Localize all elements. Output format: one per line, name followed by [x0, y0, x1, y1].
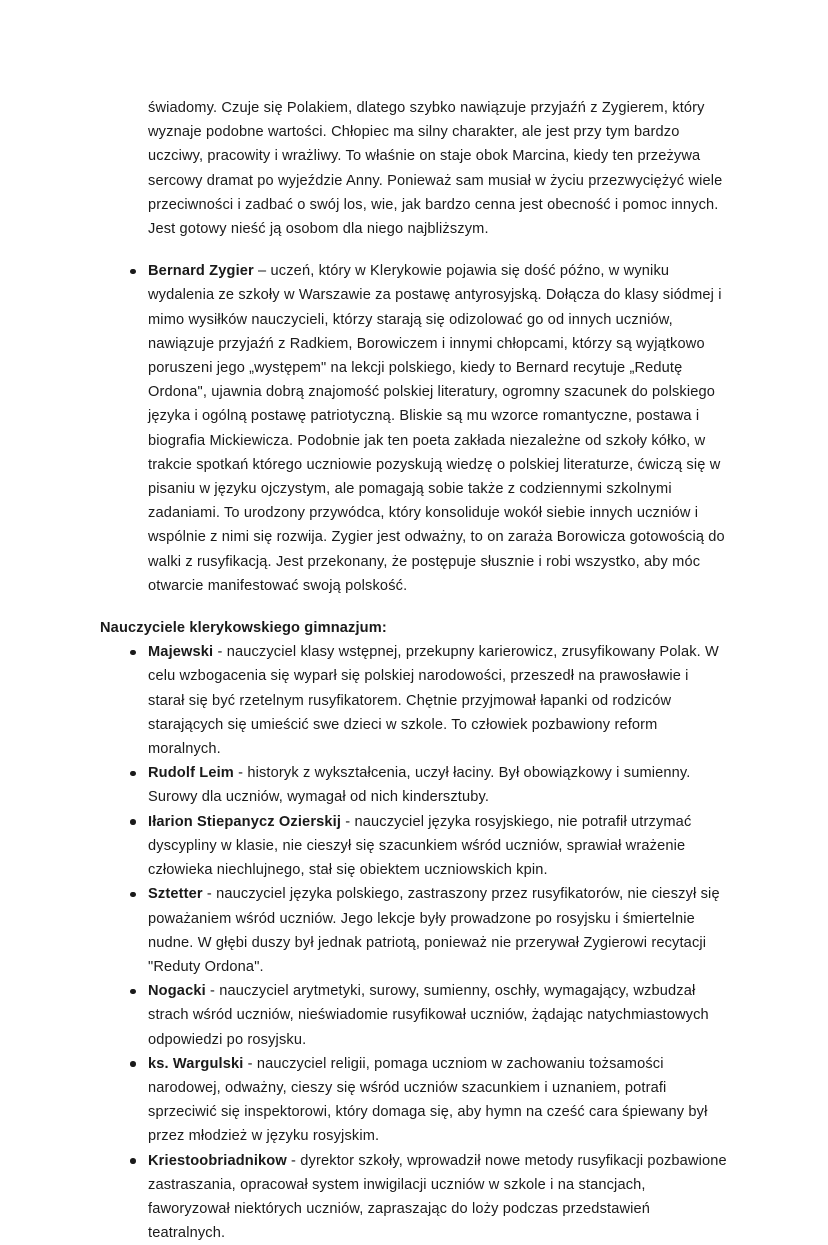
- students-list: [100, 259, 728, 598]
- teacher-description: nauczyciel religii, pomaga uczniom w zachowaniu tożsamości narodowej, odważny, cieszy się wśród uczniów szacunkiem i uznaniem, potrafi sprzeciwić się inspektorowi, który domaga się, aby hymn na cześć cara śpiewany był przez młodzież w języku rosyjskim.: [148, 1055, 708, 1145]
- teacher-description: nauczyciel języka polskiego, zastraszony przez rusyfikatorów, nie cieszył się poważaniem wśród uczniów. Jego lekcje były prowadzone po rosyjsku i śmiertelnie nudne. W głębi duszy był jednak patriotą, ponieważ nie przerywał Zygierowi recytacji "Reduty Ordona".: [148, 886, 720, 975]
- name-separator: –: [253, 263, 271, 280]
- teacher-description: nauczyciel języka rosyjskiego, nie potrafił utrzymać dyscypliny w klasie, nie cieszył się szacunkiem wśród uczniów, sprawiał wrażenie człowieka niechlujnego, stał się obiektem uczniowskich kpin.: [148, 813, 692, 879]
- list-item: [100, 259, 728, 598]
- teacher-description: dyrektor szkoły, wprowadził nowe metody rusyfikacji pozbawione zastraszania, opracował system inwigilacji uczniów w szkole i na stancjach, faworyzował niektórych uczniów, zapraszając do loży podczas przedstawień teatralnych.: [148, 1152, 727, 1242]
- name-separator: -: [286, 1152, 301, 1169]
- name-separator: -: [341, 813, 355, 830]
- teachers-section-heading: Nauczyciele klerykowskiego gimnazjum:: [100, 620, 387, 637]
- list-item: [100, 761, 728, 809]
- teacher-name: Majewski: [148, 644, 214, 661]
- name-separator: -: [233, 765, 248, 782]
- bullet-dot-icon: [130, 269, 136, 275]
- bullet-dot-icon: [130, 771, 136, 777]
- document-content: [100, 96, 728, 1245]
- bullet-dot-icon: [130, 892, 136, 898]
- name-separator: -: [243, 1055, 257, 1072]
- teacher-description: historyk z wykształcenia, uczył łaciny. Był obowiązkowy i sumienny. Surowy dla uczniów, wymagał od nich kindersztuby.: [148, 765, 691, 806]
- name-separator: -: [205, 983, 220, 1000]
- bullet-dot-icon: [130, 989, 136, 995]
- bullet-dot-icon: [130, 819, 136, 825]
- name-separator: -: [202, 886, 217, 903]
- teacher-name: Rudolf Leim: [148, 765, 234, 782]
- bullet-dot-icon: [130, 1158, 136, 1164]
- teacher-description: nauczyciel arytmetyki, surowy, sumienny, oschły, wymagający, wzbudzał strach wśród uczniów, nieświadomie rusyfikował uczniów, żądając natychmiastowych odpowiedzi po rosyjsku.: [148, 983, 709, 1048]
- teacher-name: Iłarion Stiepanycz Ozierskij: [148, 813, 342, 830]
- bullet-dot-icon: [130, 650, 136, 656]
- teacher-name: Sztetter: [148, 886, 203, 903]
- character-description: uczeń, który w Klerykowie pojawia się dość późno, w wyniku wydalenia ze szkoły w Warszawie za postawę antyrosyjską. Dołącza do klasy siódmej i mimo wysiłków nauczycieli, którzy starają się odizolować go od innych uczniów, nawiązuje przyjaźń z Radkiem, Borowiczem i innymi chłopcami, którzy są wyjątkowo poruszeni jego „występem" na lekcji polskiego, kiedy to Bernard recytuje „Redutę Ordona", ujawnia dobrą znajomość polskiej literatury, ogromny szacunek do polskiego języka i ogólną postawę patriotyczną. Bliskie są mu wzorce romantyczne, postawa i biografia Mickiewicza. Podobnie jak ten poeta zakłada niezależne od szkoły kółko, w trakcie spotkań którego uczniowie pozyskują wiedzę o polskiej literaturze, ćwiczą się w pisaniu w języku ojczystym, ale pomagają sobie także z codziennymi szkolnymi zadaniami. To urodzony przywódca, który konsoliduje wokół siebie innych uczniów i wspólnie z nimi się rozwija. Zygier jest odważny, to on zaraża Borowicza gotowością do walki z rusyfikacją. Jest przekonany, że postępuje słusznie i robi wszystko, aby móc otwarcie manifestować swoją polskość.: [148, 263, 725, 594]
- list-item: [100, 810, 728, 883]
- character-name: Bernard Zygier: [148, 263, 254, 280]
- teachers-list: [100, 640, 728, 1245]
- teacher-name: Kriestoobriadnikow: [148, 1152, 287, 1169]
- teacher-description: nauczyciel klasy wstępnej, przekupny karierowicz, zrusyfikowany Polak. W celu wzbogacenia się wyparł się polskiej narodowości, przeszedł na prawosławie i starał się być rzetelnym rusyfikatorem. Chętnie przyjmował łapanki od rodziców starających się umieścić swe dzieci w szkole. To człowiek pozbawiony reform moralnych.: [148, 644, 719, 758]
- list-item: [100, 1052, 728, 1149]
- list-item: [100, 1149, 728, 1245]
- teacher-name: ks. Wargulski: [148, 1055, 244, 1072]
- list-item: [100, 979, 728, 1052]
- list-item: [100, 640, 728, 761]
- list-item: [100, 882, 728, 979]
- bullet-dot-icon: [130, 1061, 136, 1067]
- name-separator: -: [213, 644, 227, 661]
- teacher-name: Nogacki: [148, 983, 206, 1000]
- intro-paragraph: świadomy. Czuje się Polakiem, dlatego szybko nawiązuje przyjaźń z Zygierem, który wyznaje podobne wartości. Chłopiec ma silny charakter, ale jest przy tym bardzo uczciwy, pracowity i wrażliwy. To właśnie on staje obok Marcina, kiedy ten przeżywa sercowy dramat po wyjeździe Anny. Ponieważ sam musiał w życiu przezwyciężyć wiele przeciwności i zadbać o swój los, wie, jak bardzo cenna jest obecność i pomoc innych. Jest gotowy nieść ją osobom dla niego najbliższym.: [148, 100, 723, 238]
